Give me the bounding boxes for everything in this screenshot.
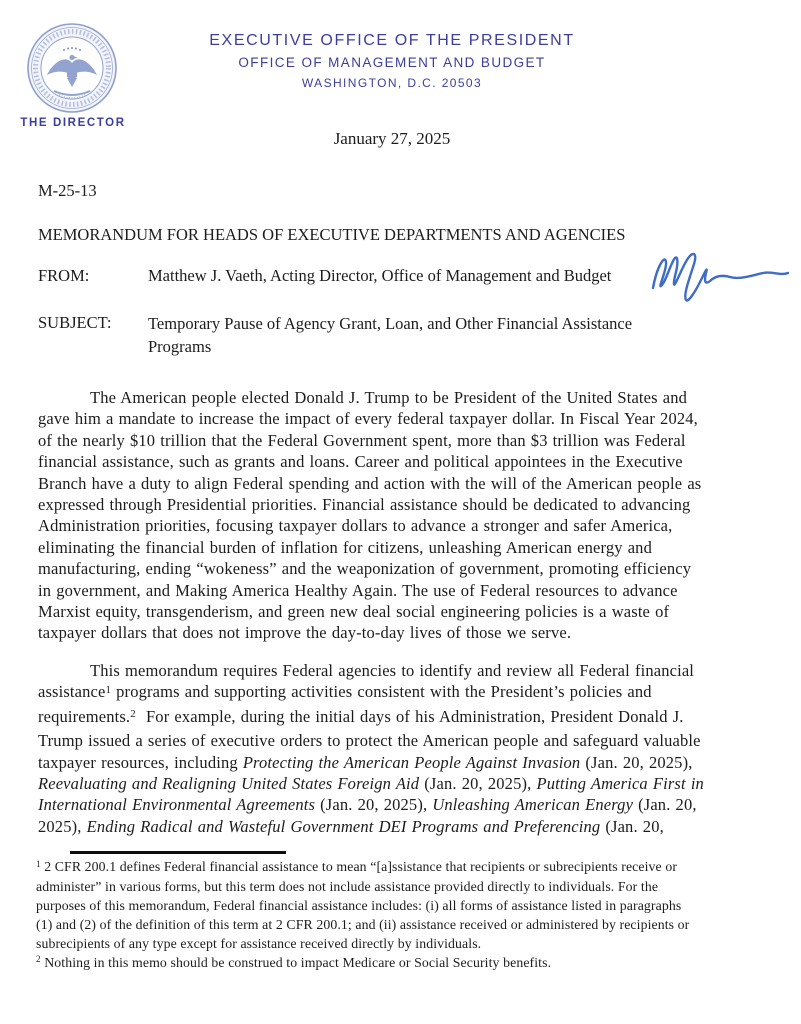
text-line: administer” in various forms, but this term does not include assistance provided directly to individuals. For the [36,878,659,894]
footnote-reference: 1 [36,858,41,869]
text-line: expressed through Presidential priorities. Financial assistance should be dedicated to advancing [38,495,691,515]
text-line: gave him a mandate to increase the impact of every federal taxpayer dollar. In Fiscal Year 2024, [38,409,698,429]
text-line: This memorandum requires Federal agencies to identify and review all Federal financial [90,661,695,680]
director-label: THE DIRECTOR [20,117,126,129]
text-line: $^1$ 2 CFR 200.1 defines Federal financial assistance to mean “[a]ssistance that recipients or subrecipients receive or [36,858,678,874]
text-line: subrecipients of any type except for assistance received directly by individuals. [36,935,482,951]
text-line: purposes of this memorandum, Federal financial assistance includes: (i) all forms of assistance listed in paragraphs [36,897,682,913]
text-line: assistance$^1$ programs and supporting activities consistent with the President’s policies and [38,682,652,702]
footnote-reference: 2 [130,707,136,720]
text-line: Branch have a duty to align Federal spending and action with the will of the American people as [38,473,702,493]
text-line: Reevaluating and Realigning United States Foreign Aid (Jan. 20, 2025), Putting America First in [38,774,704,794]
text-line: Programs [148,336,212,356]
body-paragraph-review [38,660,778,837]
letterhead-line1: EXECUTIVE OFFICE OF THE PRESIDENT [209,32,575,49]
footnote-2 [36,954,786,974]
text-line: The American people elected Donald J. Trump to be President of the United States and [90,388,688,407]
text-line: eliminating the financial burden of inflation for citizens, unleashing American energy and [38,537,652,557]
text-line: financial assistance, such as grants and loans. Career and political appointees in the Executive [38,452,683,472]
text-line: Trump issued a series of executive orders to protect the American people and safeguard valuable [38,731,701,751]
memo-number: M-25-13 [38,181,97,200]
footnote-separator [70,851,286,854]
text-line: $^2$ Nothing in this memo should be construed to impact Medicare or Social Security benefits. [36,954,552,970]
text-line: Temporary Pause of Agency Grant, Loan, and Other Financial Assistance [148,314,633,333]
subject-value [148,313,632,358]
text-line: Marxist equity, transgenderism, and green new deal social engineering policies is a waste of [38,602,670,622]
text-line: 2025), Ending Radical and Wasteful Government DEI Programs and Preferencing (Jan. 20, [38,816,664,836]
text-line: manufacturing, ending “wokeness” and the weaponization of government, promoting efficiency [38,559,692,579]
footnote-reference: 1 [105,683,112,696]
footnotes [36,858,786,973]
text-line: in government, and Making America Healthy Again. The use of Federal resources to advance [38,580,678,600]
memo-date: January 27, 2025 [333,129,451,148]
subject-label: SUBJECT: [38,313,112,332]
letterhead-line3: WASHINGTON, D.C. 20503 [301,76,483,90]
letterhead [0,31,784,91]
text-line: taxpayer resources, including Protecting the American People Against Invasion (Jan. 20, 2025), [38,752,693,772]
from-label: FROM: [38,266,90,285]
text-line: requirements.$^2$ For example, during the initial days of his Administration, President Donald J. [38,706,684,726]
signature-icon [645,246,795,304]
footnote-1 [36,858,786,954]
body-paragraph-intro [38,387,778,644]
text-line: of the nearly $10 trillion that the Federal Government spent, more than $3 trillion was Federal [38,430,686,450]
text-line: International Environmental Agreements (Jan. 20, 2025), Unleashing American Energy (Jan. 20, [38,795,697,815]
memo-for-line: MEMORANDUM FOR HEADS OF EXECUTIVE DEPARTMENTS AND AGENCIES [38,225,626,244]
from-value: Matthew J. Vaeth, Acting Director, Office of Management and Budget [148,266,612,285]
footnote-reference: 2 [36,954,41,965]
text-line: (1) and (2) of the definition of this term at 2 CFR 200.1; and (ii) assistance received or administered by recipients or [36,916,690,932]
text-line: Administration priorities, focusing taxpayer dollars to advance a stronger and safer America, [38,516,673,536]
text-line: taxpayer dollars that does not improve the day-to-day lives of those we serve. [38,623,572,643]
letterhead-line2: OFFICE OF MANAGEMENT AND BUDGET [238,55,546,70]
